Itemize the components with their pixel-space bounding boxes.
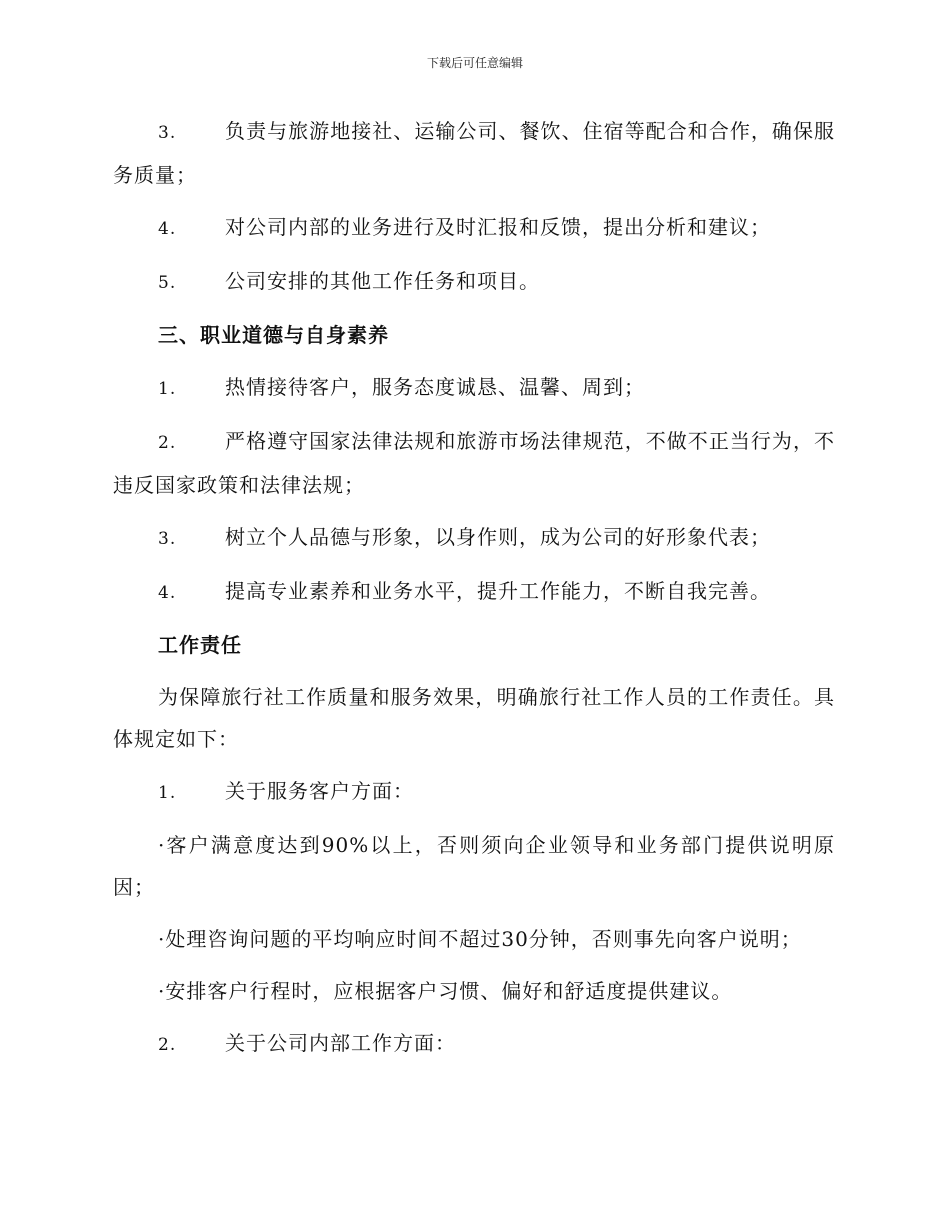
list-item [113,770,835,814]
list-item [113,1022,835,1066]
section-heading: 三、职业道德与自身素养 [158,323,389,347]
item-number: 3. [158,529,177,549]
item-text: 关于服务客户方面： [225,779,414,803]
item-text: 热情接待客户，服务态度诚恳、温馨、周到； [225,375,645,399]
section-heading: 工作责任 [158,633,242,657]
item-number: 2. [158,433,177,453]
bullet-item: ·处理咨询问题的平均响应时间不超过30分钟，否则事先向客户说明； [158,927,802,951]
list-item [113,206,835,250]
item-number: 2. [158,1035,177,1055]
bullet-item: ·安排客户行程时，应根据客户习惯、偏好和舒适度提供建议。 [158,979,733,1003]
item-text: 严格遵守国家法律法规和旅游市场法律规范，不做不正当行为，不违反国家政策和法律法规； [113,429,835,497]
list-item [113,516,835,560]
item-text: 树立个人品德与形象，以身作则，成为公司的好形象代表； [225,525,771,549]
item-text: 提高专业素养和业务水平，提升工作能力，不断自我完善。 [225,579,771,603]
list-item [113,110,835,196]
item-text: 关于公司内部工作方面： [225,1031,456,1055]
item-text: 公司安排的其他工作任务和项目。 [225,269,540,293]
item-number: 3. [158,123,177,143]
document-body [113,110,835,1076]
item-number: 1. [158,379,177,399]
bullet-item: ·客户满意度达到90%以上，否则须向企业领导和业务部门提供说明原因； [113,833,835,899]
item-number: 4. [158,219,177,239]
item-text: 负责与旅游地接社、运输公司、餐饮、住宿等配合和合作，确保服务质量； [113,119,835,187]
paragraph: 为保障旅行社工作质量和服务效果，明确旅行社工作人员的工作责任。具体规定如下： [113,685,835,751]
item-text: 对公司内部的业务进行及时汇报和反馈，提出分析和建议； [225,215,771,239]
list-item [113,260,835,304]
item-number: 4. [158,583,177,603]
item-number: 1. [158,783,177,803]
list-item [113,570,835,614]
item-number: 5. [158,273,177,293]
list-item [113,366,835,410]
header-note: 下载后可任意编辑 [426,56,523,70]
list-item [113,420,835,506]
